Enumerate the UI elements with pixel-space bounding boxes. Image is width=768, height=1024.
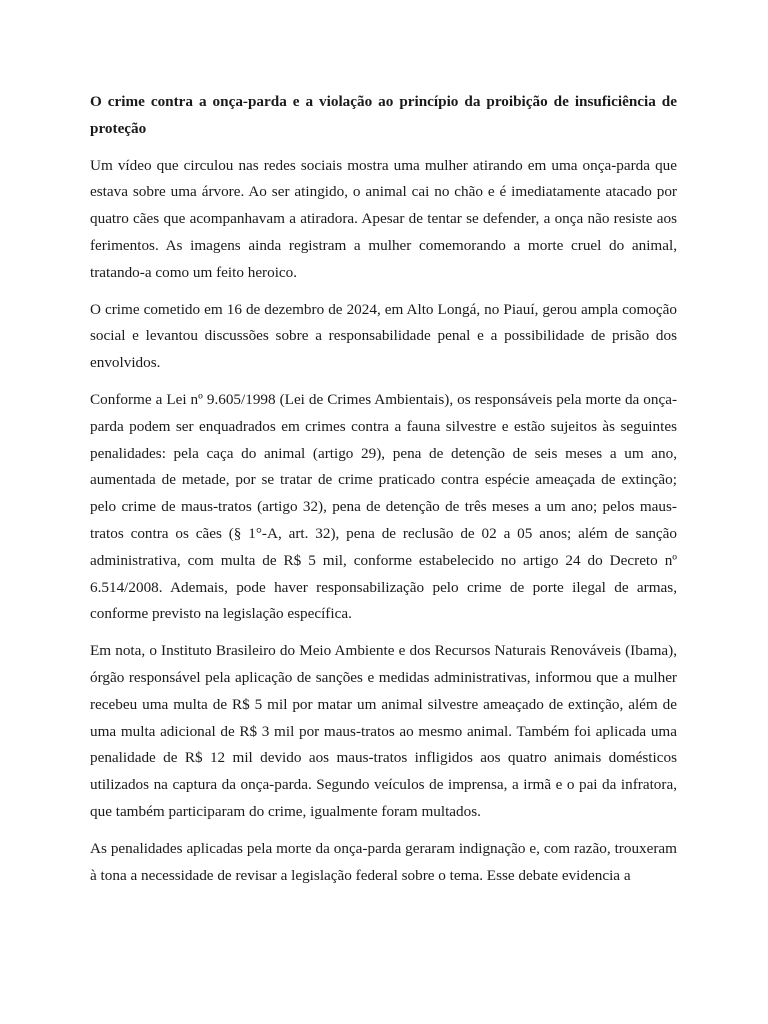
paragraph-legislation-debate: As penalidades aplicadas pela morte da onça-parda geraram indignação e, com razão, trouxeram à tona a necessidade de revisar a legislação federal sobre o tema. Esse debate evidencia a — [90, 839, 677, 884]
paragraph-legal-penalties: Conforme a Lei nº 9.605/1998 (Lei de Crimes Ambientais), os responsáveis pela morte da onça-parda podem ser enquadrados em crimes contra a fauna silvestre e estão sujeitos às seguintes penalidades: pela caça do animal (artigo 29), pena de detenção de seis meses a um ano, aumentada de metade, por se tratar de crime praticado contra espécie ameaçada de extinção; pelo crime de maus-tratos (artigo 32), pena de detenção de três meses a um ano; pelos maus-tratos contra os cães (§ 1°-A, art. 32), pena de reclusão de 02 a 05 anos; além de sanção administrativa, com multa de R$ 5 mil, conforme estabelecido no artigo 24 do Decreto nº 6.514/2008. Ademais, pode haver responsabilização pelo crime de porte ilegal de armas, conforme previsto na legislação específica. — [90, 390, 677, 623]
paragraph-ibama-note: Em nota, o Instituto Brasileiro do Meio Ambiente e dos Recursos Naturais Renováveis (Ibama), órgão responsável pela aplicação de sanções e medidas administrativas, informou que a mulher recebeu uma multa de R$ 5 mil por matar um animal silvestre ameaçado de extinção, além de uma multa adicional de R$ 3 mil por maus-tratos ao mesmo animal. Também foi aplicada uma penalidade de R$ 12 mil devido aos maus-tratos infligidos aos quatro animais domésticos utilizados na captura da onça-parda. Segundo veículos de imprensa, a irmã e o pai da infratora, que também participaram do crime, igualmente foram multados. — [90, 642, 677, 820]
document-title: O crime contra a onça-parda e a violação ao princípio da proibição de insuficiência de proteção — [90, 93, 677, 137]
paragraph-crime-date-location: O crime cometido em 16 de dezembro de 2024, em Alto Longá, no Piauí, gerou ampla comoção social e levantou discussões sobre a responsabilidade penal e a possibilidade de prisão dos envolvidos. — [90, 300, 677, 372]
paragraph-video-description: Um vídeo que circulou nas redes sociais mostra uma mulher atirando em uma onça-parda que estava sobre uma árvore. Ao ser atingido, o animal cai no chão e é imediatamente atacado por quatro cães que acompanhavam a atiradora. Apesar de tentar se defender, a onça não resiste aos ferimentos. As imagens ainda registram a mulher comemorando a morte cruel do animal, tratando-a como um feito heroico. — [90, 156, 677, 281]
document-page — [90, 89, 677, 899]
